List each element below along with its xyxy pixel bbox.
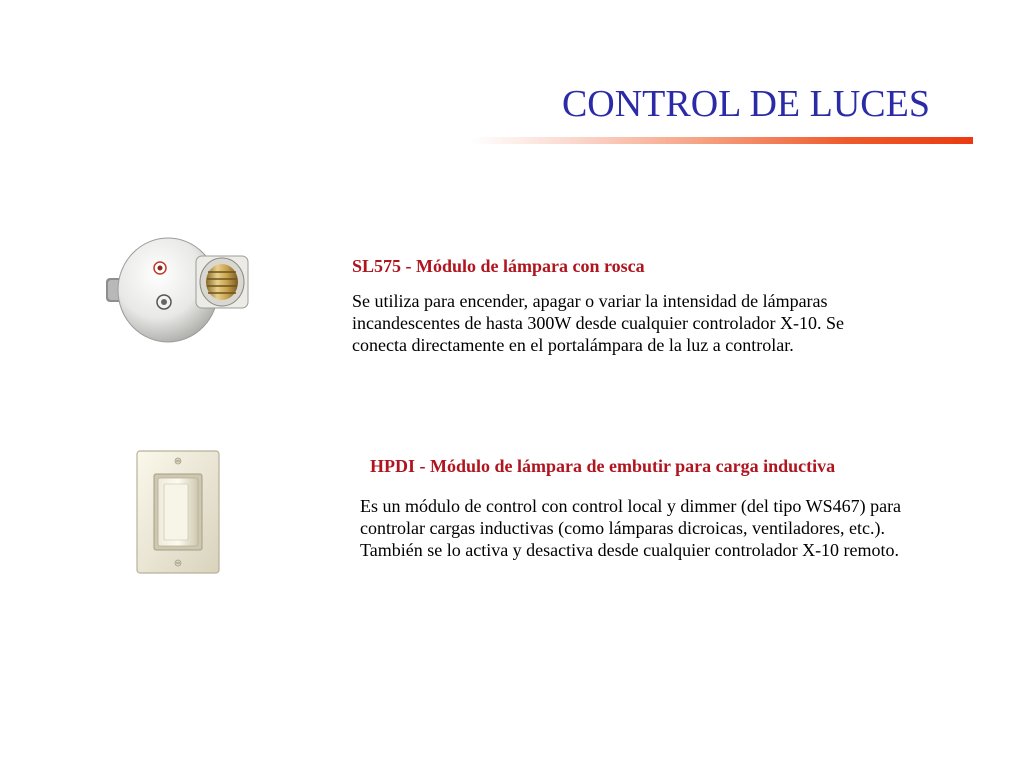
item-heading-sl575: SL575 - Módulo de lámpara con rosca — [352, 256, 645, 276]
slide-title: CONTROL DE LUCES — [561, 83, 930, 125]
description-line: Se utiliza para encender, apagar o variar la intensidad de lámparas — [352, 291, 828, 311]
description-line: También se lo activa y desactiva desde cualquier controlador X-10 remoto. — [360, 540, 900, 560]
item-heading-hpdi: HPDI - Módulo de lámpara de embutir para carga inductiva — [370, 456, 836, 476]
title-underline-bar — [470, 137, 973, 144]
description-line: Es un módulo de control con control local y dimmer (del tipo WS467) para — [360, 496, 902, 516]
wall-dimmer-switch-icon — [136, 450, 220, 574]
description-line: conecta directamente en el portalámpara de la luz a controlar. — [352, 335, 794, 355]
description-line: controlar cargas inductivas (como lámparas dicroicas, ventiladores, etc.). — [360, 518, 885, 538]
item-description-sl575 — [352, 290, 932, 356]
item-description-hpdi — [360, 495, 970, 561]
lamp-socket-module-icon — [104, 222, 256, 350]
description-line: incandescentes de hasta 300W desde cualquier controlador X-10. Se — [352, 313, 844, 333]
